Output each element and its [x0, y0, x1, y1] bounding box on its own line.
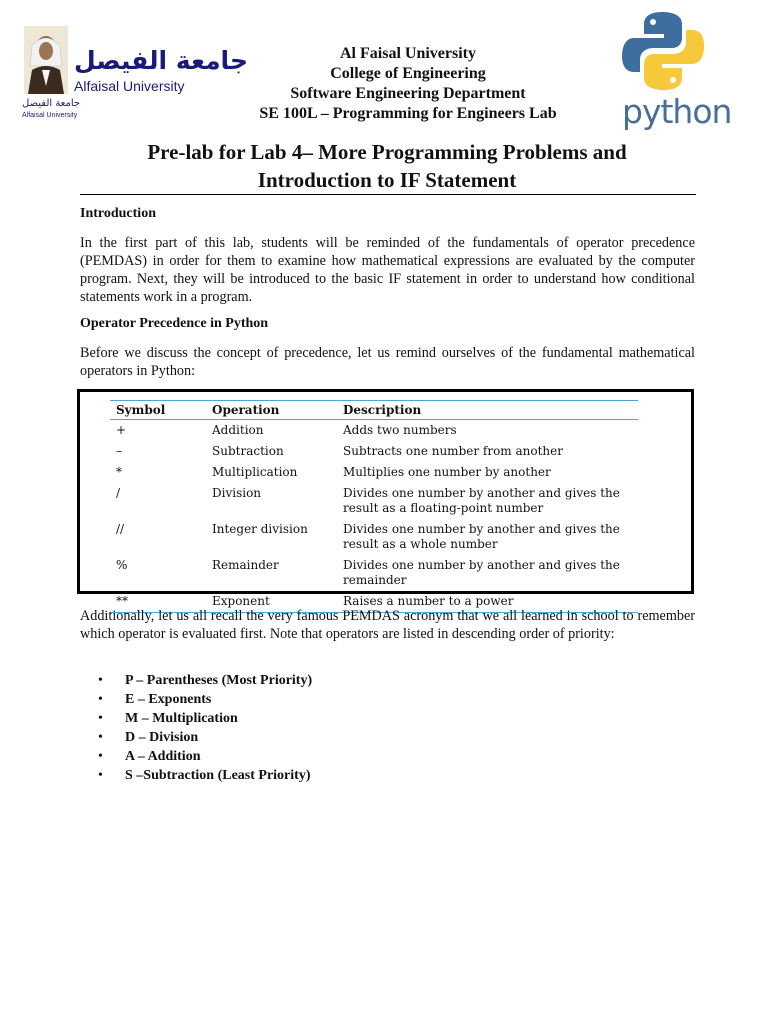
operator-symbol: ** — [110, 591, 206, 613]
python-logo-icon — [618, 10, 710, 92]
operator-description: Subtracts one number from another — [343, 444, 563, 458]
header-college: College of Engineering — [330, 65, 486, 82]
bullet-icon: • — [98, 768, 103, 783]
list-item-text: E – Exponents — [125, 692, 212, 707]
operator-symbol: * — [116, 465, 122, 479]
bullet-icon: • — [98, 711, 103, 726]
operator-description: Divides one number by another and gives the result as a floating-point number — [343, 486, 620, 515]
operator-symbol: – — [116, 444, 122, 458]
operator-description: Multiplies one number by another — [343, 465, 551, 479]
introduction-paragraph: In the first part of this lab, students will be reminded of the fundamentals of operator precedence (PEMDAS) in order for them to examine how mathematical expressions are evaluated by the computer program. Next, they will be introduced to the basic IF statement in order to understand how conditional statements work in a program. — [80, 235, 695, 305]
list-item — [98, 709, 312, 728]
header-department: Software Engineering Department — [290, 85, 526, 102]
table-header-symbol: Symbol — [110, 401, 206, 420]
list-item — [98, 766, 312, 785]
list-item — [98, 747, 312, 766]
operator-operation: Subtraction — [212, 444, 284, 458]
university-small-english: Alfaisal University — [22, 112, 78, 119]
title-line-1: Pre-lab for Lab 4– More Programming Problems and — [147, 140, 627, 164]
operator-operation: Addition — [212, 423, 264, 437]
title-divider — [80, 194, 696, 195]
operator-operation: Division — [212, 486, 262, 500]
list-item-text: P – Parentheses (Most Priority) — [125, 673, 313, 688]
list-item — [98, 690, 312, 709]
operators-table-image — [77, 389, 694, 608]
operator-symbol: / — [116, 486, 121, 500]
pemdas-list — [98, 671, 312, 785]
python-logo — [618, 10, 732, 131]
alfaisal-university-logo — [22, 26, 248, 122]
founder-portrait-icon — [24, 26, 68, 94]
operator-operation: Integer division — [212, 522, 308, 536]
university-small-arabic: جامعة الفيصل — [22, 98, 81, 109]
title-line-2: Introduction to IF Statement — [257, 168, 517, 192]
bullet-icon: • — [98, 673, 103, 688]
python-wordmark: python — [622, 92, 732, 131]
bullet-icon: • — [98, 749, 103, 764]
operator-symbol: % — [116, 558, 128, 572]
precedence-paragraph: Before we discuss the concept of precedence, let us remind ourselves of the fundamental mathematical operators in Python: — [80, 345, 695, 379]
operator-description: Divides one number by another and gives the remainder — [343, 558, 620, 587]
table-row — [110, 441, 638, 462]
table-header-operation: Operation — [206, 401, 337, 420]
table-row — [110, 420, 638, 442]
operator-symbol: + — [116, 423, 127, 437]
bullet-icon: • — [98, 692, 103, 707]
bullet-icon: • — [98, 730, 103, 745]
introduction-heading: Introduction — [80, 206, 156, 221]
university-arabic-name: جامعة الفيصل — [74, 46, 248, 75]
document-title — [80, 138, 694, 194]
table-row — [110, 519, 638, 555]
header-university: Al Faisal University — [340, 45, 476, 62]
table-header-description: Description — [337, 401, 638, 420]
operators-table — [110, 400, 638, 613]
list-item — [98, 671, 312, 690]
operator-symbol: // — [116, 522, 125, 536]
operator-operation: Multiplication — [212, 465, 298, 479]
table-row — [110, 462, 638, 483]
document-header — [190, 44, 626, 124]
list-item-text: S –Subtraction (Least Priority) — [125, 768, 311, 783]
operator-description: Raises a number to a power — [337, 591, 638, 613]
list-item — [98, 728, 312, 747]
operator-operation: Exponent — [206, 591, 337, 613]
table-row — [110, 555, 638, 591]
operator-description: Divides one number by another and gives the result as a whole number — [343, 522, 620, 551]
pemdas-paragraph: Additionally, let us all recall the very famous PEMDAS acronym that we all learned in school to remember which operator is evaluated first. Note that operators are listed in descending order of priority: — [80, 608, 695, 642]
header-course: SE 100L – Programming for Engineers Lab — [259, 105, 557, 122]
list-item-text: M – Multiplication — [125, 711, 238, 726]
list-item-text: D – Division — [125, 730, 199, 745]
list-item-text: A – Addition — [125, 749, 201, 764]
precedence-heading: Operator Precedence in Python — [80, 316, 269, 331]
operator-operation: Remainder — [212, 558, 279, 572]
university-english-name: Alfaisal University — [74, 78, 185, 94]
table-row — [110, 483, 638, 519]
operator-description: Adds two numbers — [343, 423, 457, 437]
